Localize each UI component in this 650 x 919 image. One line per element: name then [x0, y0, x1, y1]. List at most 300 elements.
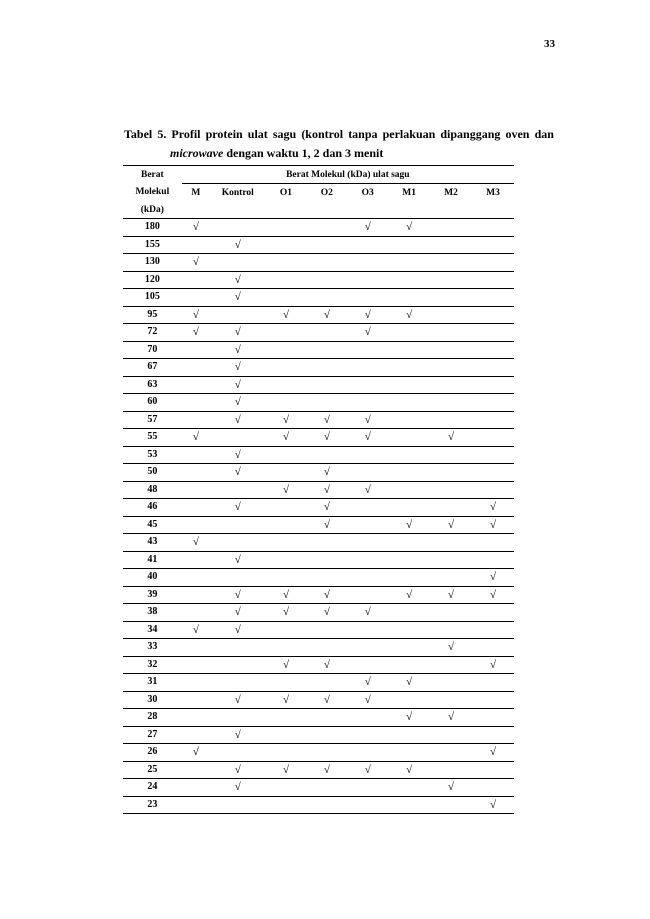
check-mark: √	[210, 411, 266, 429]
empty-cell	[182, 446, 210, 464]
empty-cell	[388, 429, 430, 447]
empty-cell	[388, 744, 430, 762]
empty-cell	[182, 796, 210, 814]
check-mark: √	[472, 516, 514, 534]
table-row	[123, 744, 514, 762]
empty-cell	[182, 551, 210, 569]
check-mark: √	[182, 534, 210, 552]
empty-cell	[182, 779, 210, 797]
empty-cell	[430, 604, 472, 622]
empty-cell	[347, 464, 388, 482]
empty-cell	[182, 481, 210, 499]
empty-cell	[388, 499, 430, 517]
molecular-weight-cell: 30	[123, 691, 182, 709]
molecular-weight-cell: 70	[123, 341, 182, 359]
empty-cell	[347, 394, 388, 412]
empty-cell	[430, 411, 472, 429]
empty-cell	[182, 726, 210, 744]
empty-cell	[266, 709, 307, 727]
empty-cell	[347, 359, 388, 377]
empty-cell	[430, 691, 472, 709]
check-mark: √	[306, 411, 347, 429]
table-row	[123, 516, 514, 534]
molecular-weight-cell: 50	[123, 464, 182, 482]
empty-cell	[472, 691, 514, 709]
empty-cell	[210, 674, 266, 692]
molecular-weight-cell: 45	[123, 516, 182, 534]
check-mark: √	[347, 324, 388, 342]
column-header-o1: O1	[279, 187, 293, 198]
empty-cell	[182, 569, 210, 587]
molecular-weight-cell: 63	[123, 376, 182, 394]
check-mark: √	[388, 761, 430, 779]
empty-cell	[182, 271, 210, 289]
empty-cell	[266, 236, 307, 254]
molecular-weight-cell: 43	[123, 534, 182, 552]
empty-cell	[306, 324, 347, 342]
check-mark: √	[347, 306, 388, 324]
check-mark: √	[347, 429, 388, 447]
empty-cell	[388, 359, 430, 377]
empty-cell	[430, 621, 472, 639]
empty-cell	[266, 446, 307, 464]
empty-cell	[430, 569, 472, 587]
empty-cell	[472, 481, 514, 499]
empty-cell	[266, 376, 307, 394]
empty-cell	[266, 219, 307, 237]
empty-cell	[388, 691, 430, 709]
empty-cell	[182, 376, 210, 394]
caption-word: perlakuan	[382, 127, 436, 141]
empty-cell	[306, 341, 347, 359]
empty-cell	[388, 254, 430, 272]
check-mark: √	[472, 569, 514, 587]
empty-cell	[472, 674, 514, 692]
empty-cell	[347, 499, 388, 517]
table-row	[123, 551, 514, 569]
check-mark: √	[347, 761, 388, 779]
empty-cell	[306, 271, 347, 289]
molecular-weight-cell: 34	[123, 621, 182, 639]
empty-cell	[472, 709, 514, 727]
check-mark: √	[306, 586, 347, 604]
caption-line-2-text: dengan waktu 1, 2 dan 3 menit	[223, 146, 384, 160]
check-mark: √	[430, 586, 472, 604]
empty-cell	[430, 796, 472, 814]
molecular-weight-cell: 39	[123, 586, 182, 604]
empty-cell	[388, 446, 430, 464]
molecular-weight-cell: 41	[123, 551, 182, 569]
table-row	[123, 534, 514, 552]
empty-cell	[266, 341, 307, 359]
empty-cell	[347, 569, 388, 587]
empty-cell	[430, 324, 472, 342]
check-mark: √	[182, 254, 210, 272]
empty-cell	[306, 219, 347, 237]
empty-cell	[266, 324, 307, 342]
table-row	[123, 341, 514, 359]
check-mark: √	[430, 639, 472, 657]
empty-cell	[266, 464, 307, 482]
molecular-weight-cell: 31	[123, 674, 182, 692]
molecular-weight-cell: 24	[123, 779, 182, 797]
empty-cell	[306, 376, 347, 394]
check-mark: √	[388, 516, 430, 534]
table-row	[123, 236, 514, 254]
empty-cell	[182, 761, 210, 779]
check-mark: √	[347, 481, 388, 499]
empty-cell	[182, 691, 210, 709]
check-mark: √	[388, 709, 430, 727]
empty-cell	[210, 709, 266, 727]
empty-cell	[347, 639, 388, 657]
check-mark: √	[306, 656, 347, 674]
empty-cell	[182, 464, 210, 482]
check-mark: √	[182, 219, 210, 237]
check-mark: √	[266, 691, 307, 709]
empty-cell	[388, 796, 430, 814]
empty-cell	[347, 621, 388, 639]
empty-cell	[210, 481, 266, 499]
empty-cell	[430, 761, 472, 779]
table-row	[123, 306, 514, 324]
empty-cell	[306, 674, 347, 692]
empty-cell	[472, 779, 514, 797]
empty-cell	[388, 779, 430, 797]
check-mark: √	[210, 551, 266, 569]
table-row	[123, 639, 514, 657]
check-mark: √	[306, 306, 347, 324]
empty-cell	[347, 534, 388, 552]
caption-word: dan	[534, 127, 554, 141]
empty-cell	[266, 499, 307, 517]
empty-cell	[266, 289, 307, 307]
check-mark: √	[210, 586, 266, 604]
empty-cell	[388, 639, 430, 657]
empty-cell	[266, 726, 307, 744]
empty-cell	[306, 254, 347, 272]
table-row	[123, 761, 514, 779]
empty-cell	[182, 359, 210, 377]
check-mark: √	[266, 656, 307, 674]
empty-cell	[472, 411, 514, 429]
empty-cell	[347, 726, 388, 744]
check-mark: √	[472, 796, 514, 814]
check-mark: √	[182, 429, 210, 447]
molecular-weight-cell: 72	[123, 324, 182, 342]
empty-cell	[266, 569, 307, 587]
empty-cell	[472, 341, 514, 359]
caption-word: (kontrol	[301, 127, 344, 141]
empty-cell	[430, 376, 472, 394]
caption-word: protein	[205, 127, 243, 141]
empty-cell	[430, 289, 472, 307]
molecular-weight-cell: 67	[123, 359, 182, 377]
empty-cell	[430, 534, 472, 552]
empty-cell	[266, 359, 307, 377]
check-mark: √	[210, 761, 266, 779]
empty-cell	[430, 271, 472, 289]
column-header-o3: O3	[361, 187, 374, 198]
empty-cell	[388, 271, 430, 289]
empty-cell	[306, 534, 347, 552]
caption-word: tanpa	[348, 127, 378, 141]
empty-cell	[347, 376, 388, 394]
empty-cell	[210, 516, 266, 534]
molecular-weight-cell: 40	[123, 569, 182, 587]
check-mark: √	[306, 481, 347, 499]
empty-cell	[388, 551, 430, 569]
check-mark: √	[266, 429, 307, 447]
empty-cell	[210, 796, 266, 814]
empty-cell	[472, 429, 514, 447]
empty-cell	[210, 534, 266, 552]
check-mark: √	[210, 359, 266, 377]
check-mark: √	[266, 481, 307, 499]
header-group-label: Berat Molekul (kDa) ulat sagu	[182, 166, 514, 184]
table-row	[123, 394, 514, 412]
empty-cell	[472, 324, 514, 342]
molecular-weight-cell: 32	[123, 656, 182, 674]
check-mark: √	[306, 604, 347, 622]
empty-cell	[266, 674, 307, 692]
caption-word: Profil	[171, 127, 201, 141]
empty-cell	[210, 254, 266, 272]
empty-cell	[306, 289, 347, 307]
empty-cell	[266, 621, 307, 639]
caption-word: dipanggang	[440, 127, 501, 141]
empty-cell	[430, 464, 472, 482]
molecular-weight-cell: 38	[123, 604, 182, 622]
empty-cell	[210, 656, 266, 674]
molecular-weight-cell: 120	[123, 271, 182, 289]
empty-cell	[182, 236, 210, 254]
check-mark: √	[210, 621, 266, 639]
empty-cell	[347, 779, 388, 797]
check-mark: √	[182, 324, 210, 342]
empty-cell	[430, 254, 472, 272]
empty-cell	[210, 744, 266, 762]
check-mark: √	[306, 429, 347, 447]
empty-cell	[430, 481, 472, 499]
empty-cell	[430, 551, 472, 569]
empty-cell	[182, 341, 210, 359]
protein-profile-table	[123, 165, 514, 814]
empty-cell	[210, 569, 266, 587]
empty-cell	[472, 464, 514, 482]
empty-cell	[347, 289, 388, 307]
check-mark: √	[347, 411, 388, 429]
table-row	[123, 726, 514, 744]
page-number: 33	[544, 38, 555, 50]
molecular-weight-cell: 33	[123, 639, 182, 657]
table-row	[123, 779, 514, 797]
check-mark: √	[306, 761, 347, 779]
column-header-kontrol: Kontrol	[221, 187, 254, 198]
check-mark: √	[430, 709, 472, 727]
molecular-weight-cell: 55	[123, 429, 182, 447]
empty-cell	[266, 796, 307, 814]
check-mark: √	[266, 604, 307, 622]
check-mark: √	[210, 394, 266, 412]
check-mark: √	[210, 691, 266, 709]
molecular-weight-cell: 53	[123, 446, 182, 464]
caption-line-1	[124, 127, 554, 142]
empty-cell	[266, 271, 307, 289]
table-row	[123, 621, 514, 639]
check-mark: √	[306, 464, 347, 482]
check-mark: √	[347, 674, 388, 692]
empty-cell	[182, 709, 210, 727]
check-mark: √	[182, 744, 210, 762]
empty-cell	[430, 726, 472, 744]
empty-cell	[210, 219, 266, 237]
empty-cell	[306, 621, 347, 639]
empty-cell	[266, 744, 307, 762]
empty-cell	[388, 726, 430, 744]
table-row	[123, 796, 514, 814]
empty-cell	[472, 394, 514, 412]
empty-cell	[388, 376, 430, 394]
empty-cell	[347, 586, 388, 604]
empty-cell	[210, 306, 266, 324]
table-row	[123, 709, 514, 727]
empty-cell	[306, 709, 347, 727]
check-mark: √	[210, 446, 266, 464]
empty-cell	[347, 446, 388, 464]
empty-cell	[306, 359, 347, 377]
empty-cell	[430, 499, 472, 517]
check-mark: √	[210, 376, 266, 394]
empty-cell	[430, 306, 472, 324]
table-row	[123, 481, 514, 499]
empty-cell	[430, 744, 472, 762]
molecular-weight-cell: 23	[123, 796, 182, 814]
molecular-weight-cell: 48	[123, 481, 182, 499]
check-mark: √	[388, 306, 430, 324]
empty-cell	[266, 254, 307, 272]
check-mark: √	[472, 586, 514, 604]
empty-cell	[347, 551, 388, 569]
table-row	[123, 376, 514, 394]
empty-cell	[472, 446, 514, 464]
empty-cell	[388, 569, 430, 587]
empty-cell	[430, 359, 472, 377]
empty-cell	[430, 341, 472, 359]
molecular-weight-cell: 155	[123, 236, 182, 254]
empty-cell	[266, 394, 307, 412]
empty-cell	[266, 516, 307, 534]
empty-cell	[472, 359, 514, 377]
empty-cell	[306, 639, 347, 657]
table-caption	[124, 127, 554, 161]
empty-cell	[266, 551, 307, 569]
empty-cell	[347, 271, 388, 289]
molecular-weight-cell: 95	[123, 306, 182, 324]
empty-cell	[347, 656, 388, 674]
table-row	[123, 254, 514, 272]
table-row	[123, 499, 514, 517]
check-mark: √	[306, 691, 347, 709]
check-mark: √	[388, 674, 430, 692]
header-molekul: Molekul	[135, 187, 170, 198]
molecular-weight-cell: 130	[123, 254, 182, 272]
check-mark: √	[210, 779, 266, 797]
empty-cell	[472, 254, 514, 272]
empty-cell	[182, 674, 210, 692]
empty-cell	[182, 656, 210, 674]
empty-cell	[182, 516, 210, 534]
check-mark: √	[266, 586, 307, 604]
column-header-o2: O2	[320, 187, 333, 198]
check-mark: √	[430, 516, 472, 534]
check-mark: √	[210, 271, 266, 289]
empty-cell	[472, 289, 514, 307]
check-mark: √	[472, 499, 514, 517]
molecular-weight-cell: 26	[123, 744, 182, 762]
check-mark: √	[347, 604, 388, 622]
check-mark: √	[306, 516, 347, 534]
empty-cell	[182, 604, 210, 622]
check-mark: √	[210, 726, 266, 744]
empty-cell	[430, 656, 472, 674]
check-mark: √	[388, 219, 430, 237]
check-mark: √	[266, 411, 307, 429]
empty-cell	[388, 464, 430, 482]
molecular-weight-cell: 60	[123, 394, 182, 412]
empty-cell	[306, 236, 347, 254]
empty-cell	[266, 779, 307, 797]
empty-cell	[472, 271, 514, 289]
empty-cell	[472, 604, 514, 622]
empty-cell	[306, 446, 347, 464]
empty-cell	[182, 639, 210, 657]
molecular-weight-cell: 105	[123, 289, 182, 307]
empty-cell	[430, 394, 472, 412]
empty-cell	[347, 341, 388, 359]
caption-italic-term: microwave	[170, 146, 224, 160]
check-mark: √	[306, 499, 347, 517]
table-row	[123, 271, 514, 289]
molecular-weight-cell: 46	[123, 499, 182, 517]
table-row	[123, 656, 514, 674]
empty-cell	[347, 744, 388, 762]
table-row	[123, 464, 514, 482]
empty-cell	[306, 796, 347, 814]
caption-word: sagu	[272, 127, 297, 141]
empty-cell	[347, 254, 388, 272]
empty-cell	[388, 341, 430, 359]
table-row	[123, 691, 514, 709]
empty-cell	[388, 289, 430, 307]
column-header-m1: M1	[402, 187, 416, 198]
empty-cell	[182, 394, 210, 412]
molecular-weight-cell: 27	[123, 726, 182, 744]
empty-cell	[472, 534, 514, 552]
header-berat: Berat	[123, 166, 182, 184]
empty-cell	[472, 639, 514, 657]
table-row	[123, 429, 514, 447]
empty-cell	[388, 604, 430, 622]
check-mark: √	[430, 429, 472, 447]
empty-cell	[347, 236, 388, 254]
check-mark: √	[182, 306, 210, 324]
empty-cell	[430, 446, 472, 464]
caption-word: oven	[505, 127, 530, 141]
column-header-m: M	[191, 187, 201, 198]
molecular-weight-cell: 28	[123, 709, 182, 727]
empty-cell	[388, 621, 430, 639]
